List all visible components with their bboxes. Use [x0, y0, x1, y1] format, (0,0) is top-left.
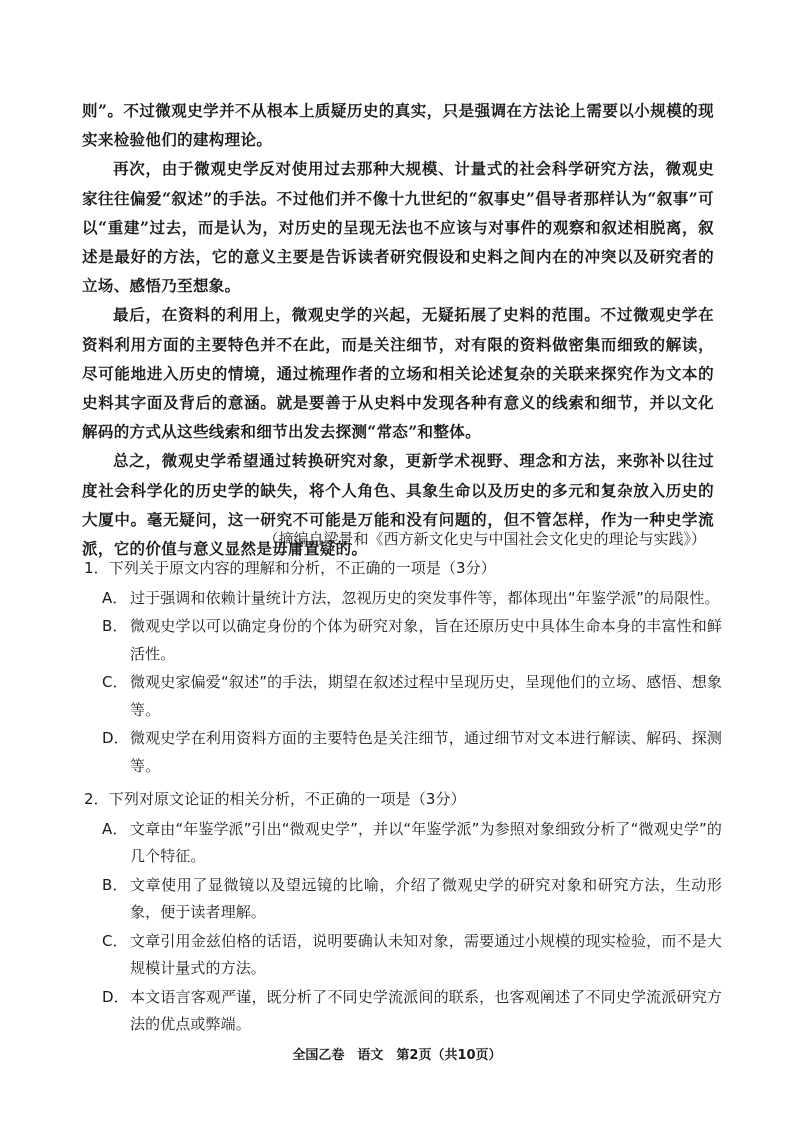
- question-stem: [84, 786, 724, 814]
- question-1: [84, 555, 724, 780]
- question-number: 1．: [84, 559, 109, 577]
- option-c: [102, 669, 724, 724]
- question-2: [84, 786, 724, 1039]
- option-list: [84, 816, 724, 1039]
- option-list: [84, 585, 724, 781]
- option-text: 文章引用金兹伯格的话语，说明要确认未知对象，需要通过小规模的现实检验，而不是大规模计量式的方法。: [130, 931, 722, 977]
- option-text: 微观史学以可以确定身份的个体为研究对象，旨在还原历史中具体生命本身的丰富性和鲜活性。: [130, 617, 722, 663]
- option-b: [102, 872, 724, 927]
- option-a: [102, 585, 724, 613]
- option-b: [102, 613, 724, 668]
- passage-source: （摘编自梁景和《西方新文化史与中国社会文化史的理论与实践》）: [263, 530, 706, 548]
- question-number: 2．: [84, 790, 109, 808]
- page-footer: 全国乙卷 语文 第2页（共10页）: [292, 1048, 502, 1063]
- option-letter: C．: [102, 931, 128, 950]
- option-letter: C．: [102, 673, 128, 691]
- option-text: 文章使用了显微镜以及望远镜的比喻，介绍了微观史学的研究对象和研究方法，生动形象，便于读者理解。: [130, 875, 722, 921]
- question-text: 下列对原文论证的相关分析，不正确的一项是（3分）: [108, 790, 466, 808]
- question-list: [84, 555, 724, 1045]
- option-letter: D．: [102, 987, 129, 1006]
- passage-paragraph-1: 则”。不过微观史学并不从根本上质疑历史的真实，只是强调在方法论上需要以小规模的现实来检验他们的建构理论。: [82, 101, 714, 150]
- reading-passage: [82, 96, 714, 563]
- option-text: 本文语言客观严谨，既分析了不同史学流派间的联系，也客观阐述了不同史学流派研究方法的优点或弊端。: [130, 987, 722, 1033]
- question-stem: [84, 555, 724, 583]
- option-c: [102, 928, 724, 983]
- option-letter: A．: [102, 819, 128, 838]
- option-text: 文章由“年鉴学派”引出“微观史学”，并以“年鉴学派”为参照对象细致分析了“微观史学”的几个特征。: [130, 819, 722, 865]
- option-text: 过于强调和依赖计量统计方法，忽视历史的突发事件等，都体现出“年鉴学派”的局限性。: [130, 588, 720, 607]
- option-text: 微观史家偏爱“叙述”的手法，期望在叙述过程中呈现历史，呈现他们的立场、感悟、想象等。: [130, 673, 722, 719]
- question-text: 下列关于原文内容的理解和分析，不正确的一项是（3分）: [108, 559, 496, 577]
- option-d: [102, 984, 724, 1039]
- option-letter: D．: [102, 729, 129, 747]
- option-letter: B．: [102, 875, 128, 894]
- option-letter: A．: [102, 588, 128, 607]
- option-d: [102, 725, 724, 780]
- option-a: [102, 816, 724, 871]
- passage-paragraph-2: 再次，由于微观史学反对使用过去那种大规模、计量式的社会科学研究方法，微观史家往往偏爱“叙述”的手法。不过他们并不像十九世纪的“叙事史”倡导者那样认为“叙事”可以“重建”过去，而是认为，对历史的呈现无法也不应该与对事件的观察和叙述相脱离，叙述是最好的方法，它的意义主要是告诉读者研究假设和史料之间内在的冲突以及研究者的立场、感悟乃至想象。: [82, 159, 714, 296]
- option-letter: B．: [102, 617, 128, 635]
- passage-paragraph-4: 总之，微观史学希望通过转换研究对象，更新学术视野、理念和方法，来弥补以往过度社会科学化的历史学的缺失，将个人角色、具象生命以及历史的多元和复杂放入历史的大厦中。毫无疑问，这一研究不可能是万能和没有问题的，但不管怎样，作为一种史学流派，它的价值与意义显然是毋庸置疑的。: [82, 451, 714, 559]
- passage-paragraph-3: 最后，在资料的利用上，微观史学的兴起，无疑拓展了史料的范围。不过微观史学在资料利用方面的主要特色并不在此，而是关注细节，对有限的资料做密集而细致的解读，尽可能地进入历史的情境，通过梳理作者的立场和相关论述复杂的关联来探究作为文本的史料其字面及背后的意涵。就是要善于从史料中发现各种有意义的线索和细节，并以文化解码的方式从这些线索和细节出发去探测“常态”和整体。: [82, 305, 714, 442]
- option-text: 微观史学在利用资料方面的主要特色是关注细节，通过细节对文本进行解读、解码、探测等。: [130, 729, 722, 775]
